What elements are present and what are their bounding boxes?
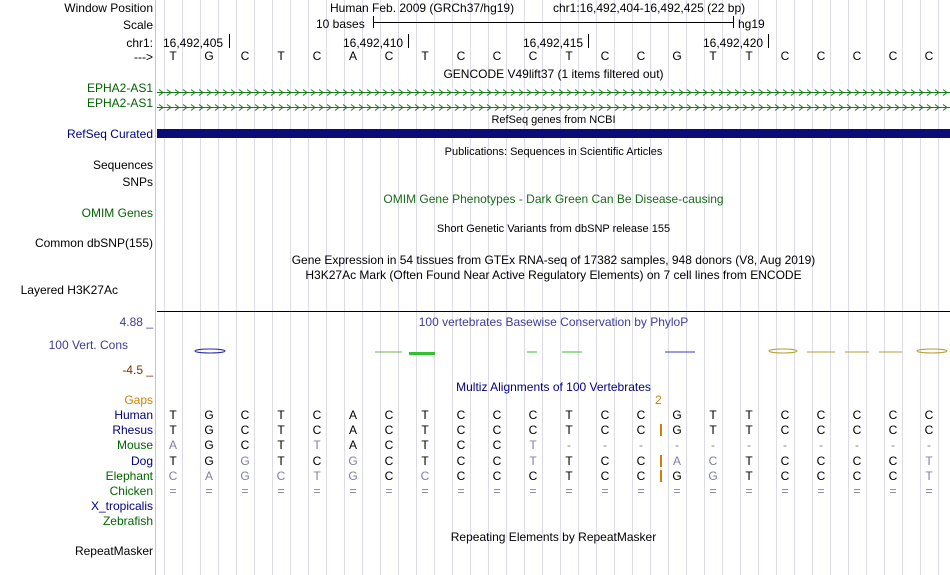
alignment-base-elephant: T [745,469,753,483]
ref-base: C [888,49,898,63]
alignment-base-mouse: - [639,438,643,452]
alignment-base-chicken: = [313,484,321,498]
alignment-base-elephant: C [852,469,862,483]
alignment-base-elephant: G [240,469,250,483]
alignment-base-dog: G [204,454,214,468]
label-scale: Scale [122,18,153,32]
cons-max-label: 4.88 _ [119,315,153,329]
alignment-base-human: T [745,408,753,422]
alignment-base-elephant: T [565,469,573,483]
alignment-base-human: C [312,408,322,422]
alignment-base-rhesus: C [312,423,322,437]
alignment-base-dog: T [421,454,429,468]
alignment-base-dog: C [708,454,718,468]
assembly-label: Human Feb. 2009 (GRCh37/hg19) [330,1,515,15]
alignment-base-rhesus: C [492,423,502,437]
alignment-base-chicken: = [925,484,933,498]
alignment-base-human: C [816,408,826,422]
ref-base: C [456,49,466,63]
alignment-base-rhesus: C [888,423,898,437]
species-zebrafish: Zebrafish [102,514,153,528]
publications-title: Publications: Sequences in Scientific Articles [444,146,663,158]
ref-base: T [421,49,429,63]
track-label-vert-cons[interactable]: 100 Vert. Cons [48,338,128,352]
alignment-base-rhesus: T [277,423,285,437]
track-label-repeatmasker[interactable]: RepeatMasker [74,544,153,558]
refseq-title: RefSeq genes from NCBI [491,114,616,126]
alignment-base-chicken: = [277,484,285,498]
alignment-base-mouse: T [313,438,321,452]
conservation-mark [409,352,435,355]
species-human: Human [114,408,153,422]
alignment-base-chicken: = [637,484,645,498]
track-label-epha2-as1-2[interactable]: EPHA2-AS1 [86,96,153,110]
alignment-base-dog: T [529,454,537,468]
alignment-base-mouse: - [711,438,715,452]
alignment-base-dog: C [780,454,790,468]
alignment-base-elephant: C [168,469,178,483]
species-chicken: Chicken [109,484,153,498]
alignment-base-elephant: G [348,469,358,483]
alignment-base-human: T [421,408,429,422]
alignment-base-chicken: = [889,484,897,498]
alignment-base-human: T [277,408,285,422]
scale-text: 10 bases [316,17,365,31]
alignment-base-chicken: = [457,484,465,498]
track-label-layered-h3k27ac[interactable]: Layered H3K27Ac [20,283,118,297]
alignment-base-rhesus: C [780,423,790,437]
alignment-base-mouse: - [819,438,823,452]
alignment-base-elephant: T [313,469,321,483]
alignment-base-dog: C [600,454,610,468]
alignment-base-mouse: - [603,438,607,452]
species-dog: Dog [130,454,153,468]
alignment-base-rhesus: T [709,423,717,437]
conservation-plot[interactable] [157,343,950,363]
refseq-gene-bar[interactable] [157,129,950,138]
alignment-base-dog: T [277,454,285,468]
alignment-base-mouse: - [927,438,931,452]
ruler-tick-4 [768,34,769,48]
insertion-marker [660,455,662,467]
alignment-base-rhesus: T [745,423,753,437]
alignment-base-rhesus: C [528,423,538,437]
alignment-base-human: C [924,408,934,422]
alignment-base-mouse: C [492,438,502,452]
ref-base: C [924,49,934,63]
alignment-base-mouse: - [783,438,787,452]
alignment-base-mouse: T [277,438,285,452]
ref-base: C [312,49,322,63]
alignment-base-chicken: = [781,484,789,498]
species-x-tropicalis: X_tropicalis [90,499,153,513]
alignment-base-chicken: = [853,484,861,498]
ref-base: A [348,49,357,63]
ref-base: C [240,49,250,63]
alignment-base-rhesus: C [636,423,646,437]
alignment-base-chicken: = [421,484,429,498]
alignment-base-dog: C [816,454,826,468]
alignment-base-chicken: = [673,484,681,498]
alignment-base-human: C [600,408,610,422]
ref-base: T [169,49,177,63]
ruler-tick-label-1: 16,492,405 [163,36,224,50]
alignment-base-elephant: C [636,469,646,483]
alignment-base-dog: C [492,454,502,468]
alignment-base-human: C [456,408,466,422]
alignment-base-elephant: C [816,469,826,483]
alignment-base-human: C [780,408,790,422]
alignment-base-mouse: T [529,438,537,452]
alignment-base-human: C [636,408,646,422]
alignment-base-human: G [204,408,214,422]
track-label-snps[interactable]: SNPs [122,175,153,189]
alignment-base-chicken: = [601,484,609,498]
ruler-tick-1 [229,34,230,48]
ref-base: G [204,49,214,63]
repeatmasker-title: Repeating Elements by RepeatMasker [450,530,657,544]
species-mouse: Mouse [116,438,153,452]
gtex-title: Gene Expression in 54 tissues from GTEx RNA-seq of 17382 samples, 948 donors (V8, Aug 2019) [291,253,816,267]
alignment-base-human: C [384,408,394,422]
alignment-base-mouse: - [747,438,751,452]
track-label-epha2-as1[interactable]: EPHA2-AS1 [86,81,153,95]
position-label: chr1:16,492,404-16,492,425 (22 bp) [553,1,746,15]
h3k27ac-baseline [157,311,950,312]
alignment-base-dog: C [636,454,646,468]
alignment-base-mouse: - [675,438,679,452]
ref-base: C [492,49,502,63]
alignment-base-chicken: = [385,484,393,498]
ref-base: G [672,49,682,63]
alignment-base-dog: G [348,454,358,468]
alignment-base-chicken: = [493,484,501,498]
omim-title: OMIM Gene Phenotypes - Dark Green Can Be Disease-causing [383,192,724,206]
ref-base: C [600,49,610,63]
ruler-tick-label-4: 16,492,420 [703,36,764,50]
scale-bar-right-tick [733,16,734,28]
label-gaps: Gaps [124,393,153,407]
alignment-base-elephant: C [492,469,502,483]
alignment-base-human: T [169,408,177,422]
track-label-sequences[interactable]: Sequences [92,158,153,172]
alignment-base-rhesus: A [348,423,357,437]
ref-base: T [277,49,285,63]
alignment-base-elephant: G [708,469,718,483]
db-label: hg19 [738,17,765,31]
alignment-base-elephant: C [456,469,466,483]
alignment-base-rhesus: C [384,423,394,437]
alignment-base-elephant: A [204,469,213,483]
track-label-omim[interactable]: OMIM Genes [81,206,153,220]
alignment-base-mouse: - [567,438,571,452]
scale-bar [373,22,733,23]
alignment-base-dog: C [312,454,322,468]
alignment-base-mouse: A [348,438,357,452]
alignment-base-mouse: C [240,438,250,452]
ruler-tick-label-2: 16,492,410 [343,36,404,50]
conservation-title: 100 vertebrates Basewise Conservation by PhyloP [418,315,689,329]
alignment-base-rhesus: C [852,423,862,437]
ref-base: T [565,49,573,63]
alignment-base-human: G [672,408,682,422]
alignment-base-rhesus: G [672,423,682,437]
alignment-base-chicken: = [709,484,717,498]
ref-base: C [528,49,538,63]
alignment-base-rhesus: C [816,423,826,437]
ref-base: C [780,49,790,63]
alignment-base-elephant: G [672,469,682,483]
alignment-base-elephant: C [528,469,538,483]
ruler-tick-3 [588,34,589,48]
ref-base: T [709,49,717,63]
alignment-base-dog: C [852,454,862,468]
alignment-base-elephant: T [925,469,933,483]
multiz-title: Multiz Alignments of 100 Vertebrates [456,380,651,394]
ref-base: C [816,49,826,63]
alignment-base-dog: C [384,454,394,468]
alignment-base-elephant: C [780,469,790,483]
alignment-base-dog: T [745,454,753,468]
alignment-base-chicken: = [745,484,753,498]
alignment-base-chicken: = [565,484,573,498]
alignment-base-chicken: = [169,484,177,498]
alignment-base-human: T [709,408,717,422]
label-chr: chr1: [126,36,153,50]
alignment-base-dog: G [240,454,250,468]
alignment-base-rhesus: T [169,423,177,437]
alignment-base-mouse: A [168,438,177,452]
gencode-title: GENCODE V49lift37 (1 items filtered out) [443,67,664,81]
alignment-base-chicken: = [529,484,537,498]
ref-base: T [745,49,753,63]
alignment-base-mouse: C [456,438,466,452]
alignment-base-human: A [348,408,357,422]
alignment-base-rhesus: G [204,423,214,437]
ruler-tick-2 [408,34,409,48]
alignment-base-dog: C [456,454,466,468]
conservation-mark [195,349,225,353]
alignment-base-elephant: C [888,469,898,483]
alignment-base-chicken: = [241,484,249,498]
alignment-base-rhesus: C [240,423,250,437]
alignment-base-dog: T [169,454,177,468]
short-variants-title: Short Genetic Variants from dbSNP release 155 [436,223,671,235]
alignment-base-human: T [565,408,573,422]
conservation-mark [769,349,797,353]
alignment-base-chicken: = [817,484,825,498]
alignment-base-rhesus: T [421,423,429,437]
alignment-base-human: C [240,408,250,422]
alignment-base-elephant: C [384,469,394,483]
alignment-base-dog: A [672,454,681,468]
gene-epha2-as1-1[interactable] [157,85,950,92]
gene-epha2-as1-2[interactable] [157,100,950,107]
species-elephant: Elephant [105,469,153,483]
alignment-base-mouse: - [855,438,859,452]
alignment-base-rhesus: C [600,423,610,437]
conservation-mark [917,349,947,353]
ref-base: C [384,49,394,63]
insertion-marker [660,424,662,436]
alignment-base-rhesus: C [924,423,934,437]
alignment-base-human: C [492,408,502,422]
insertion-marker [660,470,662,482]
track-label-refseq[interactable]: RefSeq Curated [66,127,153,141]
alignment-base-elephant: C [600,469,610,483]
alignment-base-rhesus: C [456,423,466,437]
alignment-base-dog: C [888,454,898,468]
gap-count: 2 [655,393,662,407]
ruler-tick-label-3: 16,492,415 [523,36,584,50]
ref-base: C [636,49,646,63]
alignment-base-dog: T [925,454,933,468]
alignment-base-elephant: C [276,469,286,483]
alignment-base-elephant: C [420,469,430,483]
label-window-position: Window Position [64,1,153,15]
alignment-base-human: C [852,408,862,422]
ref-base: C [852,49,862,63]
track-label-common-dbsnp[interactable]: Common dbSNP(155) [34,236,153,250]
cons-min-label: -4.5 _ [122,363,153,377]
species-rhesus: Rhesus [112,423,153,437]
alignment-base-chicken: = [205,484,213,498]
alignment-base-mouse: - [891,438,895,452]
alignment-base-dog: T [565,454,573,468]
alignment-base-chicken: = [349,484,357,498]
alignment-base-human: C [888,408,898,422]
alignment-base-rhesus: T [565,423,573,437]
alignment-base-mouse: T [421,438,429,452]
label-strand: ---> [134,50,153,64]
h3k27ac-title: H3K27Ac Mark (Often Found Near Active Regulatory Elements) on 7 cell lines from ENCODE [305,268,802,282]
alignment-base-mouse: C [384,438,394,452]
alignment-base-human: C [528,408,538,422]
alignment-base-mouse: G [204,438,214,452]
